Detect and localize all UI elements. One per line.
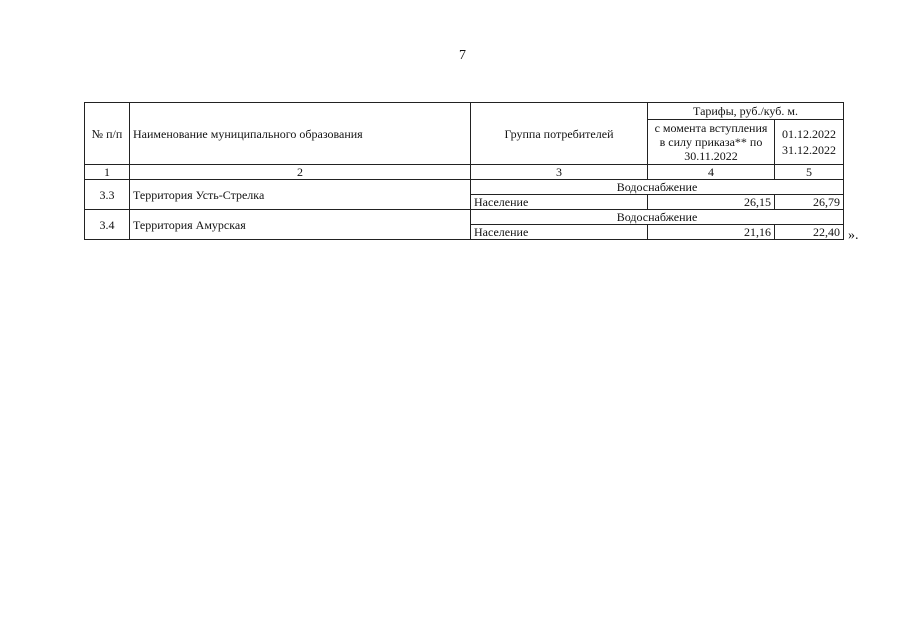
page-number: 7 [459, 48, 466, 63]
tariff-value-2: 22,40 [775, 225, 844, 240]
column-number: 1 [85, 165, 130, 180]
closing-quote: ». [848, 228, 859, 243]
municipality-name: Территория Усть-Стрелка [130, 180, 471, 210]
column-number-row [85, 165, 844, 180]
header-tariffs: Тарифы, руб./куб. м. [648, 103, 844, 120]
column-number: 5 [775, 165, 844, 180]
row-number: 3.4 [85, 210, 130, 240]
column-number: 2 [130, 165, 471, 180]
consumer-group: Население [471, 225, 648, 240]
column-number: 3 [471, 165, 648, 180]
column-number: 4 [648, 165, 775, 180]
tariff-table [84, 102, 844, 240]
header-group: Группа потребителей [471, 103, 648, 165]
header-name: Наименование муниципального образования [130, 103, 471, 165]
table-row [85, 210, 844, 225]
tariff-value-1: 26,15 [648, 195, 775, 210]
header-row-top [85, 103, 844, 120]
header-period-2: 01.12.2022 31.12.2022 [775, 120, 844, 165]
table-row [85, 180, 844, 195]
municipality-name: Территория Амурская [130, 210, 471, 240]
header-num: № п/п [85, 103, 130, 165]
tariff-value-1: 21,16 [648, 225, 775, 240]
tariff-value-2: 26,79 [775, 195, 844, 210]
service-label: Водоснабжение [471, 180, 844, 195]
service-label: Водоснабжение [471, 210, 844, 225]
consumer-group: Население [471, 195, 648, 210]
row-number: 3.3 [85, 180, 130, 210]
header-period-1: с момента вступления в силу приказа** по 30.11.2022 [648, 120, 775, 165]
